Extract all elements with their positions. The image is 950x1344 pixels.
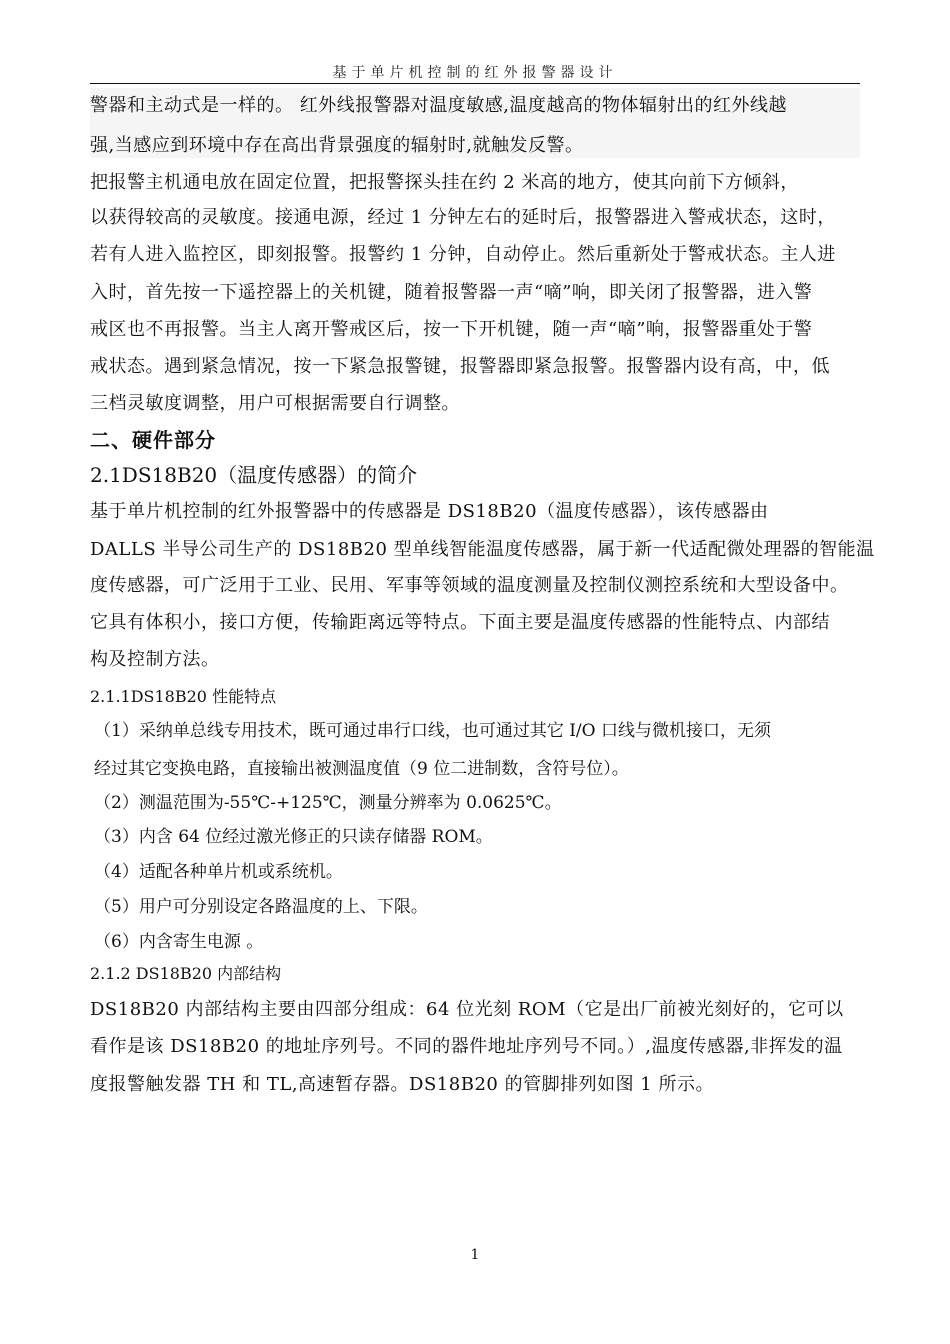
usage-line-1: 把报警主机通电放在固定位置，把报警探头挂在约 2 米高的地方，使其向前下方倾斜， bbox=[90, 172, 799, 193]
usage-line-3: 若有人进入监控区，即刻报警。报警约 1 分钟，自动停止。然后重新处于警戒状态。主人进 bbox=[90, 244, 836, 265]
page-number: 1 bbox=[470, 1247, 480, 1263]
usage-line-7: 三档灵敏度调整，用户可根据需要自行调整。 bbox=[90, 393, 460, 414]
usage-line-5: 戒区也不再报警。当主人离开警戒区后，按一下开机键，随一声“嘀”响，报警器重处于警 bbox=[90, 319, 813, 340]
structure-line-3: 度报警触发器 TH 和 TL,高速暂存器。DS18B20 的管脚排列如图 1 所示。 bbox=[90, 1074, 714, 1095]
feature-item-1b: 经过其它变换电路，直接输出被测温度值（9 位二进制数，含符号位）。 bbox=[94, 759, 629, 779]
structure-line-2: 看作是该 DS18B20 的地址序列号。不同的器件地址序列号不同。）,温度传感器,非挥发的温 bbox=[90, 1036, 843, 1057]
ds18b20-intro-line-1: 基于单片机控制的红外报警器中的传感器是 DS18B20（温度传感器），该传感器由 bbox=[90, 501, 769, 522]
intro-line-1: 警器和主动式是一样的。 红外线报警器对温度敏感,温度越高的物体辐射出的红外线越 bbox=[90, 95, 787, 116]
ds18b20-intro-line-4: 它具有体积小，接口方便，传输距离远等特点。下面主要是温度传感器的性能特点、内部结 bbox=[90, 612, 830, 633]
feature-item-3: （3）内含 64 位经过激光修正的只读存储器 ROM。 bbox=[94, 827, 493, 847]
ds18b20-intro-line-5: 构及控制方法。 bbox=[90, 649, 220, 670]
structure-line-1: DS18B20 内部结构主要由四部分组成：64 位光刻 ROM（它是出厂前被光刻好的，它可以 bbox=[90, 999, 844, 1020]
feature-item-6: （6）内含寄生电源 。 bbox=[94, 932, 264, 952]
usage-line-4: 入时，首先按一下遥控器上的关机键，随着报警器一声“嘀”响，即关闭了报警器，进入警 bbox=[90, 282, 813, 303]
usage-line-6: 戒状态。遇到紧急情况，按一下紧急报警键，报警器即紧急报警。报警器内设有高，中，低 bbox=[90, 356, 830, 377]
feature-item-1a: （1）采纳单总线专用技术，既可通过串行口线，也可通过其它 I/O 口线与微机接口，无须 bbox=[94, 721, 772, 741]
subsection-heading-internal-structure: 2.1.2 DS18B20 内部结构 bbox=[90, 964, 282, 983]
subsection-heading-performance: 2.1.1DS18B20 性能特点 bbox=[90, 687, 277, 706]
ds18b20-intro-line-2: DALLS 半导公司生产的 DS18B20 型单线智能温度传感器，属于新一代适配微处理器的智能温 bbox=[90, 539, 875, 560]
feature-item-2: （2）测温范围为-55℃-+125℃，测量分辨率为 0.0625℃。 bbox=[94, 793, 562, 813]
section-heading-hardware: 二、硬件部分 bbox=[90, 428, 216, 452]
header-rule bbox=[90, 83, 860, 84]
intro-line-2: 强,当感应到环境中存在高出背景强度的辐射时,就触发反警。 bbox=[90, 135, 584, 156]
subsection-heading-ds18b20-intro: 2.1DS18B20（温度传感器）的简介 bbox=[90, 463, 418, 487]
page-header-title: 基于单片机控制的红外报警器设计 bbox=[332, 65, 618, 81]
usage-line-2: 以获得较高的灵敏度。接通电源，经过 1 分钟左右的延时后，报警器进入警戒状态，这时， bbox=[90, 207, 836, 228]
feature-item-4: （4）适配各种单片机或系统机。 bbox=[94, 862, 343, 882]
ds18b20-intro-line-3: 度传感器，可广泛用于工业、民用、军事等领域的温度测量及控制仪测控系统和大型设备中。 bbox=[90, 575, 849, 596]
feature-item-5: （5）用户可分别设定各路温度的上、下限。 bbox=[94, 897, 428, 917]
